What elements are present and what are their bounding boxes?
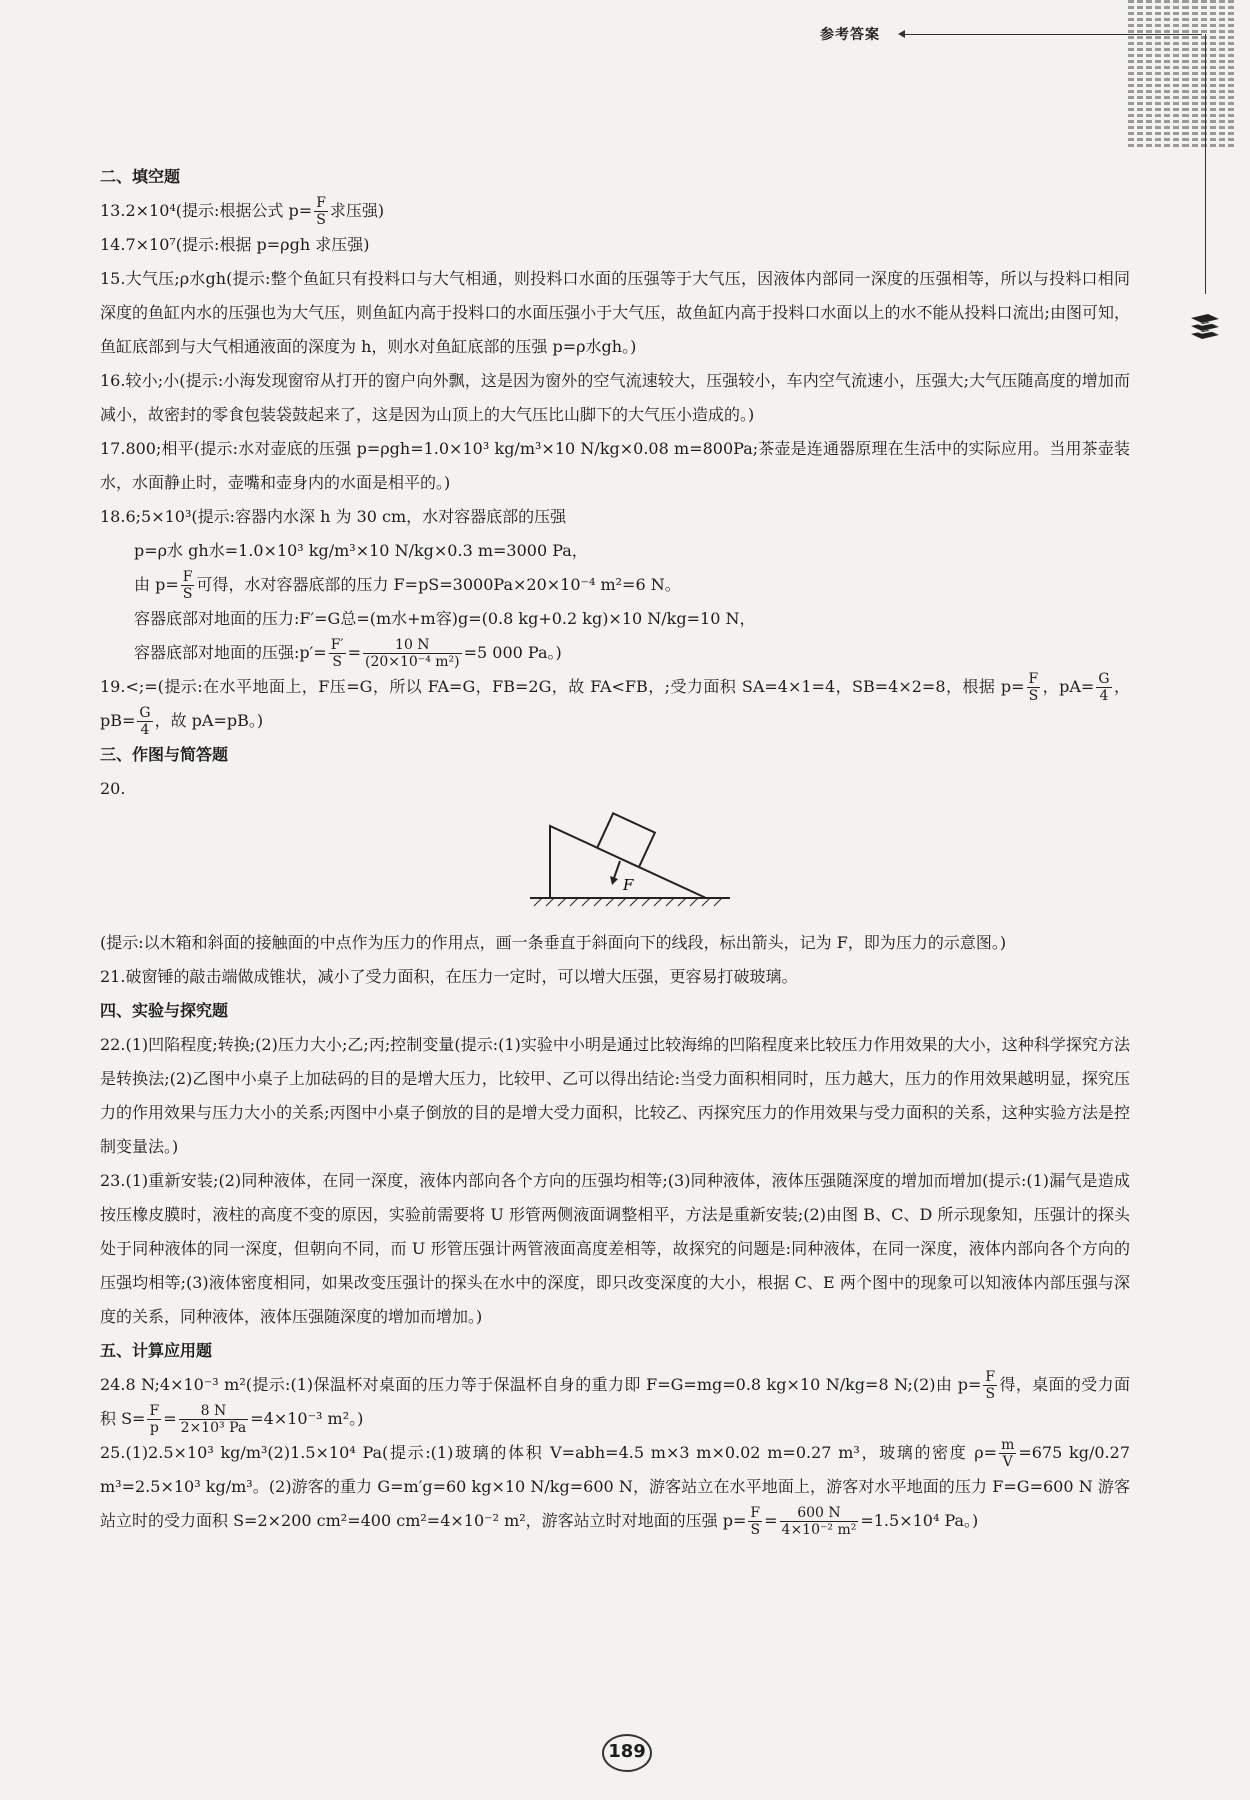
section-heading-experiment: 四、实验与探究题 <box>100 1001 229 1020</box>
page-number: 189 <box>602 1734 652 1772</box>
answer-18-line-5: 容器底部对地面的压强:p′= $\frac{F'}{S}$ = $\frac{10 N}{\text{(20×10⁻⁴ m²)}}$ =5 000 Pa。) <box>134 637 562 670</box>
answer-13-text: 13.2×10⁴(提示:根据公式 p= <box>100 201 313 220</box>
answer-25: 25.(1)2.5×10³ kg/m³(2)1.5×10⁴ Pa(提示:(1)玻璃的体积 V=abh=4.5 m×3 m×0.02 m=0.27 m³，玻璃的密度 ρ= $\frac{m}{V}$ =675 kg/0.27 m³=2.5×10³ kg/m³。(2)游客的重力 G=m′g=60 kg×10 N/kg=600 N，游客站立在水平地面上，游客对水平地面的压力 F=G=600 N 游客站立时的受力面积 S=2×200 cm²=400 cm²=4×10⁻² m²，游客站立时对地面的压强 p= $\frac{F}{S}$ = $\frac{600 N}{\text{4×10⁻² m²}}$ =1.5×10⁴ Pa。) <box>100 1437 1130 1538</box>
fraction-600n-over-area: $\frac{600 N}{\text{4×10⁻² m²}}$ <box>781 1505 857 1538</box>
answer-23: 23.(1)重新安装;(2)同种液体，在同一深度，液体内部向各个方向的压强均相等;(3)同种液体，液体压强随深度的增加而增加(提示:(1)漏气是造成按压橡皮膜时，液柱的高度不变的原因，实验前需要将 U 形管两侧液面调整相平，方法是重新安装;(2)由图 B、C、D 所示现象知，压强计的探头处于同种液体的同一深度，但朝向不同，而 U 形管压强计两管液面高度差相等，故探究的问题是:同种液体，在同一深度，液体内部向各个方向的压强均相等;(3)液体密度相同，如果改变压强计的探头在水中的深度，即只改变深度的大小，根据 C、E 两个图中的现象可以知液体内部压强与深度的关系，同种液体，液体压强随深度的增加而增加。) <box>100 1171 1130 1326</box>
fraction-f-over-s: $\frac{F}{S}$ <box>985 1369 996 1402</box>
fraction-8n-over-pressure: $\frac{8 N}{\text{2×10³ Pa}}$ <box>180 1403 247 1436</box>
answer-15: 15.大气压;ρ水gh(提示:整个鱼缸只有投料口与大气相通，则投料口水面的压强等于大气压，因液体内部同一深度的压强相等，所以与投料口相同深度的鱼缸内水的压强也为大气压，则鱼缸内高于投料口的水面压强小于大气压，故鱼缸内高于投料口水面以上的水不能从投料口流出;由图可知，鱼缸底部到与大气相通液面的深度为 h，则水对鱼缸底部的压强 p=ρ水gh。) <box>100 269 1130 356</box>
incline-figure <box>530 806 750 926</box>
answer-22: 22.(1)凹陷程度;转换;(2)压力大小;乙;丙;控制变量(提示:(1)实验中小明是通过比较海绵的凹陷程度来比较压力作用效果的大小，这种科学探究方法是转换法;(2)乙图中小桌子上加砝码的目的是增大压力，比较甲、乙可以得出结论:当受力面积相同时，压力越大，压力的作用效果越明显，探究压力的作用效果与压力大小的关系;丙图中小桌子倒放的目的是增大受力面积，比较乙、丙探究压力的作用效果与受力面积的关系，这种实验方法是控制变量法。) <box>100 1035 1130 1156</box>
book-stack-icon <box>1188 310 1222 344</box>
answer-18-line-1: 18.6;5×10³(提示:容器内水深 h 为 30 cm，水对容器底部的压强 <box>100 507 567 526</box>
answer-18-line-3: 由 p= $\frac{F}{S}$ 可得，水对容器底部的压力 F=pS=3000Pa×20×10⁻⁴ m²=6 N。 <box>134 569 681 602</box>
answer-18-line-4: 容器底部对地面的压力:F′=G总=(m水+m容)g=(0.8 kg+0.2 kg)×10 N/kg=10 N， <box>134 609 756 628</box>
force-label: F <box>623 876 634 894</box>
fraction-f-over-s: $\frac{F}{S}$ <box>316 195 326 228</box>
answer-24: 24.8 N;4×10⁻³ m²(提示:(1)保温杯对桌面的压力等于保温杯自身的重力即 F=G=mg=0.8 kg×10 N/kg=8 N;(2)由 p= $\frac{F}{S}$ 得，桌面的受力面积 S= $\frac{F}{p}$ = $\frac{8 N}{\text{2×10³ Pa}}$ =4×10⁻³ m²。) <box>100 1369 1130 1436</box>
section-heading-fill-blank: 二、填空题 <box>100 167 181 186</box>
fraction-f-over-s: $\frac{F}{S}$ <box>182 569 193 602</box>
fraction-g-over-4: $\frac{G}{4}$ <box>1098 671 1110 704</box>
wooden-box <box>597 813 655 867</box>
answer-17: 17.800;相平(提示:水对壶底的压强 p=ρgh=1.0×10³ kg/m³×10 N/kg×0.08 m=800Pa;茶壶是连通器原理在生活中的实际应用。当用茶壶装水，水面静止时，壶嘴和壶身内的水面是相平的。) <box>100 439 1130 492</box>
answer-16: 16.较小;小(提示:小海发现窗帘从打开的窗户向外飘，这是因为窗外的空气流速较大，压强较小，车内空气流速小，压强大;大气压随高度的增加而减小，故密封的零食包装袋鼓起来了，这是因为山顶上的大气压比山脚下的大气压小造成的。) <box>100 371 1130 424</box>
header-stripe-decoration <box>1128 0 1234 150</box>
fraction-f-over-s: $\frac{F}{S}$ <box>750 1505 761 1538</box>
answer-20-hint: (提示:以木箱和斜面的接触面的中点作为压力的作用点，画一条垂直于斜面向下的线段，标出箭头，记为 F，即为压力的示意图。) <box>100 933 1007 952</box>
answer-content <box>100 160 1130 1538</box>
ground-hatching <box>534 898 722 906</box>
answer-18-line-2: p=ρ水 gh水=1.0×10³ kg/m³×10 N/kg×0.3 m=3000 Pa， <box>134 541 588 560</box>
fraction-10n-over-area: $\frac{10 N}{\text{(20×10⁻⁴ m²)}}$ <box>365 637 460 670</box>
answer-13-tail: 求压强) <box>329 201 385 220</box>
header-rule <box>902 34 1202 35</box>
header-title: 参考答案 <box>820 27 880 43</box>
fraction-f-over-p: $\frac{F}{p}$ <box>149 1403 160 1436</box>
section-heading-drawing: 三、作图与简答题 <box>100 745 229 764</box>
answer-14: 14.7×10⁷(提示:根据 p=ρgh 求压强) <box>100 235 370 254</box>
answer-20-number: 20. <box>100 779 126 798</box>
answer-21: 21.破窗锤的敲击端做成锥状，减小了受力面积，在压力一定时，可以增大压强，更容易打破玻璃。 <box>100 967 798 986</box>
fraction-f-over-s: $\frac{F}{S}$ <box>1028 671 1039 704</box>
fraction-m-over-v: $\frac{m}{V}$ <box>1001 1437 1015 1470</box>
answer-13 <box>100 194 1130 228</box>
section-heading-calculation: 五、计算应用题 <box>100 1341 213 1360</box>
fraction-g-over-4: $\frac{G}{4}$ <box>139 705 151 738</box>
fraction-fprime-over-s: $\frac{F'}{S}$ <box>330 637 344 670</box>
side-rule <box>1205 34 1206 294</box>
incline-diagram <box>100 806 1130 926</box>
answer-19: 19.<;=(提示:在水平地面上，F压=G，所以 FA=G，FB=2G，故 FA<FB，;受力面积 SA=4×1=4，SB=4×2=8，根据 p= $\frac{F}{S}$ ，pA= $\frac{G}{4}$ ，pB= $\frac{G}{4}$ ，故 pA=pB。) <box>100 671 1130 738</box>
force-arrow <box>614 861 620 878</box>
